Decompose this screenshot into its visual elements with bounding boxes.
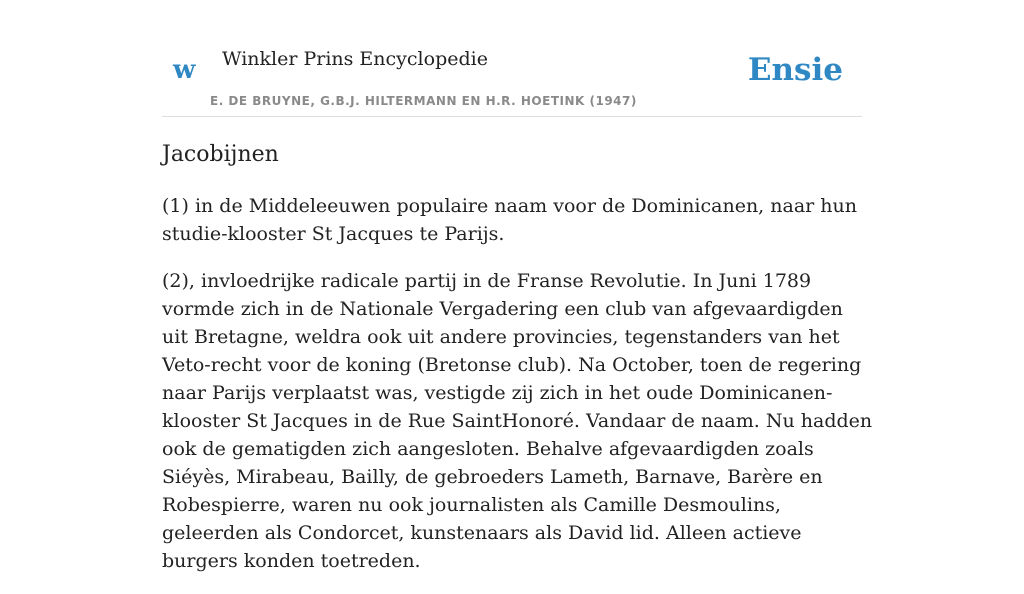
article-paragraph-1: (1) in de Middeleeuwen populaire naam voor de Dominicanen, naar hun studie-klooster St Jacques te Parijs. (162, 195, 857, 245)
publication-authors: E. DE BRUYNE, G.B.J. HILTERMANN EN H.R. HOETINK (1947) (210, 94, 637, 108)
article (162, 138, 874, 594)
site-header (162, 40, 862, 117)
ensie-logo[interactable]: Ensie (747, 52, 843, 88)
winkler-prins-logo[interactable]: w (173, 55, 196, 85)
entry-title: Jacobijnen (162, 142, 279, 167)
publication-title[interactable]: Winkler Prins Encyclopedie (222, 48, 488, 70)
article-paragraph-2: (2), invloedrijke radicale partij in de Franse Revolutie. In Juni 1789 vormde zich in de Nationale Vergadering een club van afgevaardigden uit Bretagne, weldra ook uit andere provincies, tegenstanders van het Veto-recht voor de koning (Bretonse club). Na October, toen de regering naar Parijs verplaatst was, vestigde zij zich in het oude Dominicanen-klooster St Jacques in de Rue SaintHonoré. Vandaar de naam. Nu hadden ook de gematigden zich aangesloten. Behalve afgevaardigden zoals Siéyès, Mirabeau, Bailly, de gebroeders Lameth, Barnave, Barère en Robespierre, waren nu ook journalisten als Camille Desmoulins, geleerden als Condorcet, kunstenaars als David lid. Alleen actieve burgers konden toetreden. (162, 270, 873, 572)
